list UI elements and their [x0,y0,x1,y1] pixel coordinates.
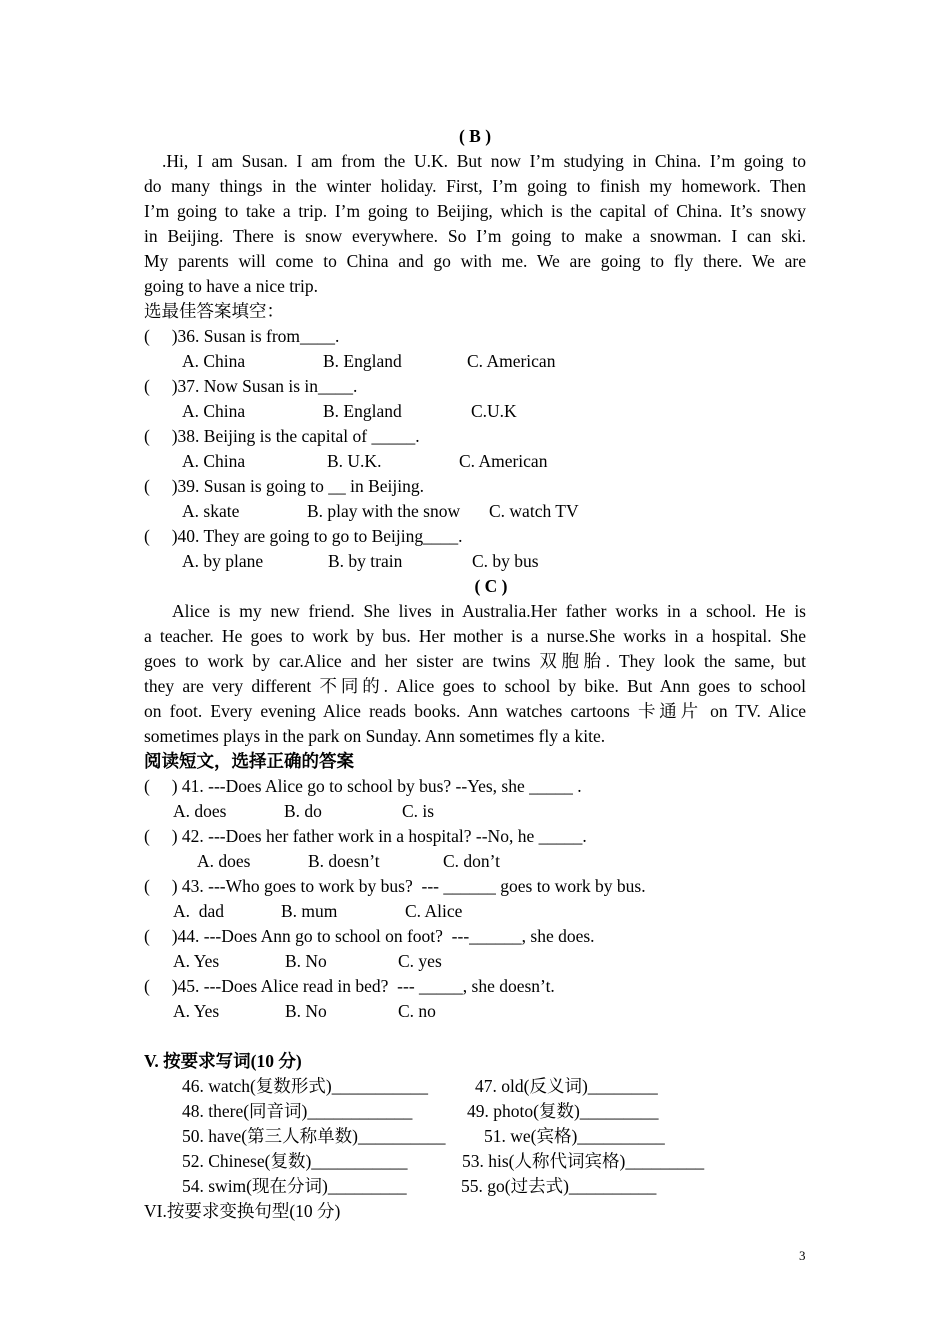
option-b: B. U.K. [327,451,382,471]
question-38: ( )38. Beijing is the capital of _____. [144,426,420,446]
option-b: B. No [285,1001,327,1021]
option-b: B. by train [328,551,403,571]
question-36: ( )36. Susan is from____. [144,326,340,346]
section-v-heading: V. 按要求写词(10 分) [144,1051,302,1071]
option-c: C. no [398,1001,436,1021]
options-39 [144,499,806,524]
option-a: A. dad [173,901,225,921]
option-b: B. England [323,401,402,421]
spacer [144,1024,806,1049]
options-42 [144,849,806,874]
option-c: C. American [459,451,548,471]
option-b: B. mum [281,901,338,921]
word-item: 54. swim(现在分词)_________ [182,1176,407,1196]
word-item-row [144,1124,806,1149]
option-b: B. No [285,951,327,971]
word-item: 51. we(宾格)__________ [484,1126,665,1146]
options-37 [144,399,806,424]
passage-c-line: on foot. Every evening Alice reads books. Ann watches cartoons 卡通片 on TV. Alice [144,701,806,721]
option-b: B. play with the snow [307,501,461,521]
word-item: 48. there(同音词)____________ [182,1101,413,1121]
passage-b-line: going to have a nice trip. [144,276,318,296]
word-item-row [144,1099,806,1124]
option-c: C. yes [398,951,442,971]
question-39: ( )39. Susan is going to __ in Beijing. [144,476,424,496]
options-40 [144,549,806,574]
section-vi-heading: VI.按要求变换句型(10 分) [144,1201,341,1221]
page-number: 3 [799,1248,806,1263]
passage-c-line: they are very different 不同的. Alice goes to school by bike. But Ann goes to school [144,676,806,696]
passage-b-line: I’m going to take a trip. I’m going to Beijing, which is the capital of China. It’s snowy [144,201,806,221]
word-item-row [144,1074,806,1099]
options-41 [144,799,806,824]
word-item-row [144,1149,806,1174]
option-c: C. Alice [405,901,463,921]
passage-b-line: in Beijing. There is snow everywhere. So I’m going to make a snowman. I can ski. [144,226,806,246]
option-b: B. doesn’t [308,851,380,871]
question-37: ( )37. Now Susan is in____. [144,376,358,396]
option-c: C. don’t [443,851,501,871]
option-c: C. is [402,801,435,821]
section-c-heading: ( C ) [474,576,508,596]
option-a: A. by plane [182,551,264,571]
question-42: ( ) 42. ---Does her father work in a hospital? --No, he _____. [144,826,587,846]
option-c: C. watch TV [489,501,579,521]
passage-c-line: sometimes plays in the park on Sunday. Ann sometimes fly a kite. [144,726,606,746]
word-item: 46. watch(复数形式)___________ [182,1076,428,1096]
option-a: A. Yes [173,1001,220,1021]
option-a: A. China [182,451,246,471]
options-43 [144,899,806,924]
passage-b-line: .Hi, I am Susan. I am from the U.K. But now I’m studying in China. I’m going to [162,151,806,171]
options-36 [144,349,806,374]
option-b: B. do [284,801,322,821]
word-item: 52. Chinese(复数)___________ [182,1151,408,1171]
passage-b-line: My parents will come to China and go with me. We are going to fly there. We are [144,251,806,271]
options-44 [144,949,806,974]
options-45 [144,999,806,1024]
passage-c-line: a teacher. He goes to work by bus. Her mother is a nurse.She works in a hospital. She [144,626,806,646]
passage-c-line: Alice is my new friend. She lives in Australia.Her father works in a school. He is [172,601,806,621]
section-c-instruction: 阅读短文，选择正确的答案 [144,751,354,771]
section-b-instruction: 选最佳答案填空： [144,301,284,321]
document-page [144,124,806,1224]
option-a: A. China [182,401,246,421]
word-item-row [144,1174,806,1199]
question-43: ( ) 43. ---Who goes to work by bus? --- ______ goes to work by bus. [144,876,646,896]
option-b: B. England [323,351,402,371]
passage-c-line: goes to work by car.Alice and her sister are twins 双胞胎. They look the same, but [144,651,806,671]
section-b-heading: ( B ) [458,126,492,146]
option-a: A. does [197,851,251,871]
options-38 [144,449,806,474]
word-item: 53. his(人称代词宾格)_________ [462,1151,705,1171]
passage-b-line: do many things in the winter holiday. First, I’m going to finish my homework. Then [144,176,806,196]
option-a: A. Yes [173,951,220,971]
option-c: C. by bus [472,551,539,571]
option-a: A. China [182,351,246,371]
word-item: 55. go(过去式)__________ [461,1176,657,1196]
option-c: C. American [467,351,556,371]
question-45: ( )45. ---Does Alice read in bed? --- _____, she doesn’t. [144,976,555,996]
option-a: A. skate [182,501,240,521]
word-item: 47. old(反义词)________ [475,1076,658,1096]
question-44: ( )44. ---Does Ann go to school on foot? ---______, she does. [144,926,595,946]
option-a: A. does [173,801,227,821]
option-c: C.U.K [471,401,517,421]
word-item: 49. photo(复数)_________ [467,1101,659,1121]
question-41: ( ) 41. ---Does Alice go to school by bus? --Yes, she _____ . [144,776,582,796]
word-item: 50. have(第三人称单数)__________ [182,1126,446,1146]
question-40: ( )40. They are going to go to Beijing____. [144,526,463,546]
